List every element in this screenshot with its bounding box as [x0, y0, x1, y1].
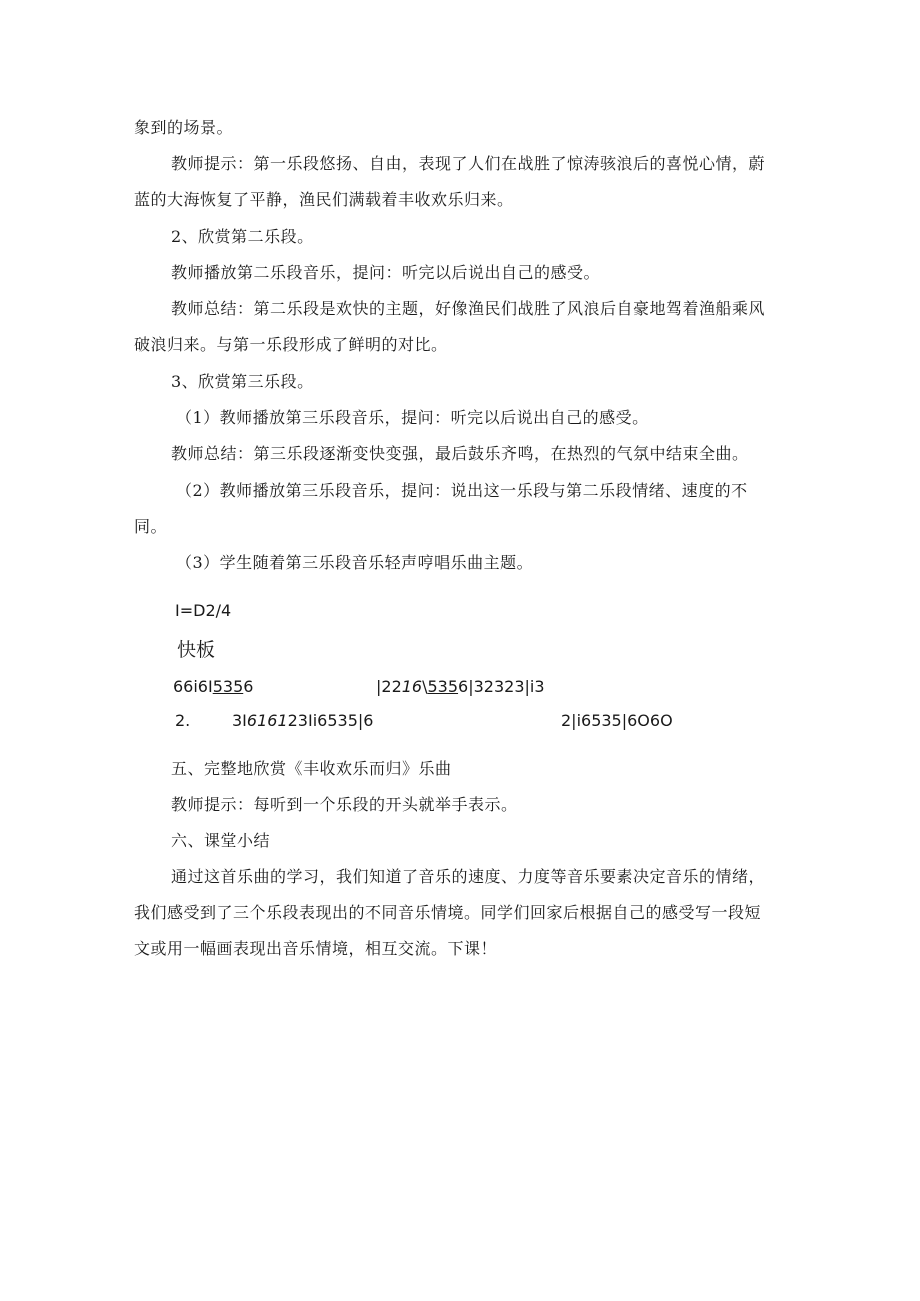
- paragraph-step-1: （1）教师播放第三乐段音乐，提问：听完以后说出自己的感受。: [176, 408, 649, 427]
- score-notes-underlined: 535: [427, 677, 459, 696]
- score-notes: 3I: [232, 711, 247, 730]
- score-notes: 6: [243, 677, 254, 696]
- paragraph-continuation: 象到的场景。: [134, 118, 234, 137]
- score-notes: 66i6I: [173, 677, 213, 696]
- paragraph-summary-2-cont: 破浪归来。与第一乐段形成了鲜明的对比。: [134, 335, 448, 354]
- score-notes: 6|32323|i3: [458, 677, 545, 696]
- score-notes: |22: [376, 677, 402, 696]
- paragraph-teacher-hint-1-cont: 蓝的大海恢复了平静，渔民们满载着丰收欢乐归来。: [134, 190, 514, 209]
- paragraph-conclusion: 通过这首乐曲的学习，我们知道了音乐的速度、力度等音乐要素决定音乐的情绪，: [171, 867, 766, 886]
- score-notes-underlined: 535: [212, 677, 244, 696]
- paragraph-summary-2: 教师总结：第二乐段是欢快的主题，好像渔民们战胜了风浪后自豪地驾着渔船乘风: [171, 299, 766, 318]
- score-line-2-right: 2|i6535|6O6O: [561, 711, 673, 730]
- score-notes-italic: 16: [401, 677, 423, 696]
- paragraph-step-2: （2）教师播放第三乐段音乐，提问：说出这一乐段与第二乐段情绪、速度的不: [176, 481, 748, 500]
- score-notes: 23Ii6535|6: [287, 711, 374, 730]
- heading-section-5: 五、完整地欣赏《丰收欢乐而归》乐曲: [171, 759, 452, 778]
- paragraph-play-section-2: 教师播放第二乐段音乐，提问：听完以后说出自己的感受。: [171, 263, 601, 282]
- paragraph-conclusion-cont-2: 文或用一幅画表现出音乐情境，相互交流。下课！: [134, 939, 498, 958]
- heading-section-6: 六、课堂小结: [171, 831, 271, 850]
- paragraph-teacher-hint-1: 教师提示：第一乐段悠扬、自由，表现了人们在战胜了惊涛骇浪后的喜悦心情，蔚: [171, 154, 766, 173]
- paragraph-summary-3: 教师总结：第三乐段逐渐变快变强，最后鼓乐齐鸣，在热烈的气氛中结束全曲。: [171, 444, 749, 463]
- score-line-1-left: [173, 676, 253, 698]
- paragraph-step-2-cont: 同。: [134, 517, 168, 536]
- score-tempo: 快板: [177, 639, 216, 661]
- score-notes-italic: 6161: [246, 711, 288, 730]
- heading-section-2: 2、欣赏第二乐段。: [171, 227, 314, 246]
- paragraph-conclusion-cont-1: 我们感受到了三个乐段表现出的不同音乐情境。同学们回家后根据自己的感受写一段短: [134, 903, 762, 922]
- paragraph-step-3: （3）学生随着第三乐段音乐轻声哼唱乐曲主题。: [176, 553, 534, 572]
- score-line-2-number: 2.: [175, 711, 191, 730]
- paragraph-teacher-hint-2: 教师提示：每听到一个乐段的开头就举手表示。: [171, 795, 518, 814]
- score-notes: \: [422, 677, 428, 696]
- score-line-2-mid: [232, 710, 373, 732]
- score-line-1-right: [376, 676, 545, 698]
- heading-section-3: 3、欣赏第三乐段。: [171, 372, 314, 391]
- score-key: I=D2/4: [175, 601, 232, 620]
